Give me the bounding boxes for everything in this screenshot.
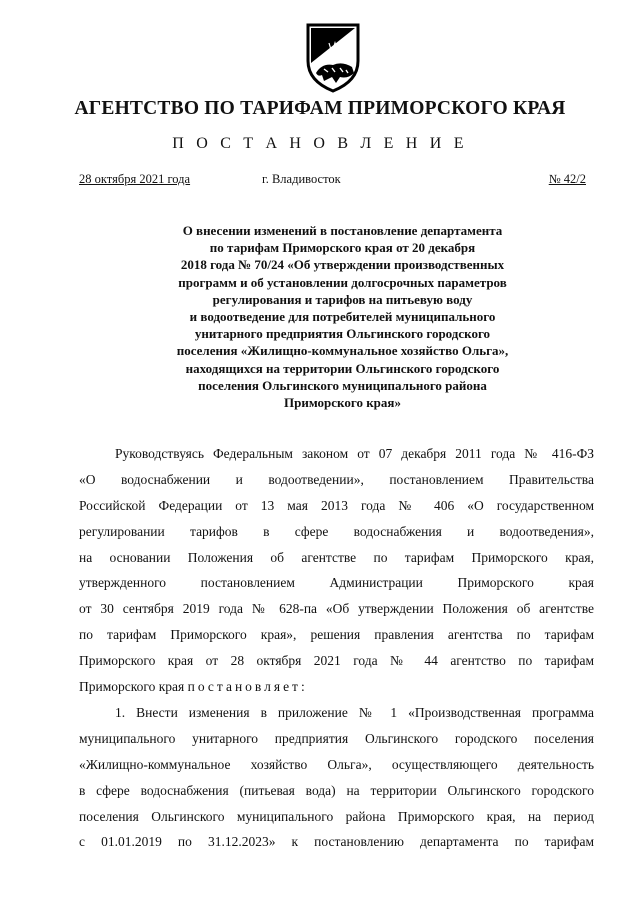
body-line: на основании Положения об агентстве по тарифам Приморского края, <box>79 549 594 565</box>
body-line: Руководствуясь Федеральным законом от 07 декабря 2011 года № 416-ФЗ <box>115 446 594 461</box>
body-line: «Жилищно-коммунальное хозяйство Ольга», осуществляющего деятельность <box>79 756 594 772</box>
title-line: находящихся на территории Ольгинского городского <box>185 360 500 376</box>
body-line: утвержденного постановлением Администрации Приморского края <box>79 575 594 591</box>
body-line: с 01.01.2019 по 31.12.2023» к постановлению департамента по тарифам <box>79 834 594 850</box>
title-line: 2018 года № 70/24 «Об утверждении производственных <box>180 257 505 273</box>
preamble-paragraph <box>79 441 594 700</box>
coat-of-arms-emblem <box>302 23 364 93</box>
body-line: от 30 сентября 2019 года № 628-па «Об утверждении Положения об агентстве <box>79 601 594 617</box>
title-line: регулирования и тарифов на питьевую воду <box>212 291 473 307</box>
document-date: 28 октября 2021 года <box>79 172 191 186</box>
document-title <box>130 222 555 411</box>
resolution-prefix: Приморского края <box>79 679 185 695</box>
resolves-word: постановляет: <box>187 679 308 695</box>
document-number: № 42/2 <box>548 172 586 186</box>
body-line: Приморского края от 28 октября 2021 года № 44 агентство по тарифам <box>79 653 594 669</box>
document-type: П О С Т А Н О В Л Е Н И Е <box>172 135 468 152</box>
title-line: по тарифам Приморского края от 20 декабря <box>209 240 476 256</box>
body-line: 1. Внести изменения в приложение № 1 «Производственная программа <box>115 705 594 720</box>
body-line: «О водоснабжении и водоотведении», постановлением Правительства <box>79 471 594 487</box>
body-line: поселения Ольгинского муниципального района Приморского края, на период <box>79 808 594 824</box>
body-line: Российской Федерации от 13 мая 2013 года № 406 «О государственном <box>79 497 594 513</box>
agency-name: АГЕНТСТВО ПО ТАРИФАМ ПРИМОРСКОГО КРАЯ <box>74 98 566 119</box>
body-line: по тарифам Приморского края», решения правления агентства по тарифам <box>79 627 594 643</box>
title-line: программ и об установлении долгосрочных параметров <box>178 274 507 290</box>
body-line <box>79 674 594 700</box>
document-city: г. Владивосток <box>262 172 341 186</box>
body-line: муниципального унитарного предприятия Ольгинского городского поселения <box>79 730 594 746</box>
title-line: унитарного предприятия Ольгинского городского <box>194 326 491 342</box>
title-line: Приморского края» <box>284 395 401 411</box>
item-1-paragraph <box>79 700 594 855</box>
title-line: О внесении изменений в постановление департамента <box>182 223 503 238</box>
title-line: поселения «Жилищно-коммунальное хозяйство Ольга», <box>176 343 509 359</box>
title-line: поселения Ольгинского муниципального района <box>198 377 487 393</box>
body-line: регулировании тарифов в сфере водоснабжения и водоотведения», <box>79 523 594 539</box>
body-line: в сфере водоснабжения (питьевая вода) на территории Ольгинского городского <box>79 782 594 798</box>
title-line: и водоотведение для потребителей муниципального <box>189 309 496 325</box>
